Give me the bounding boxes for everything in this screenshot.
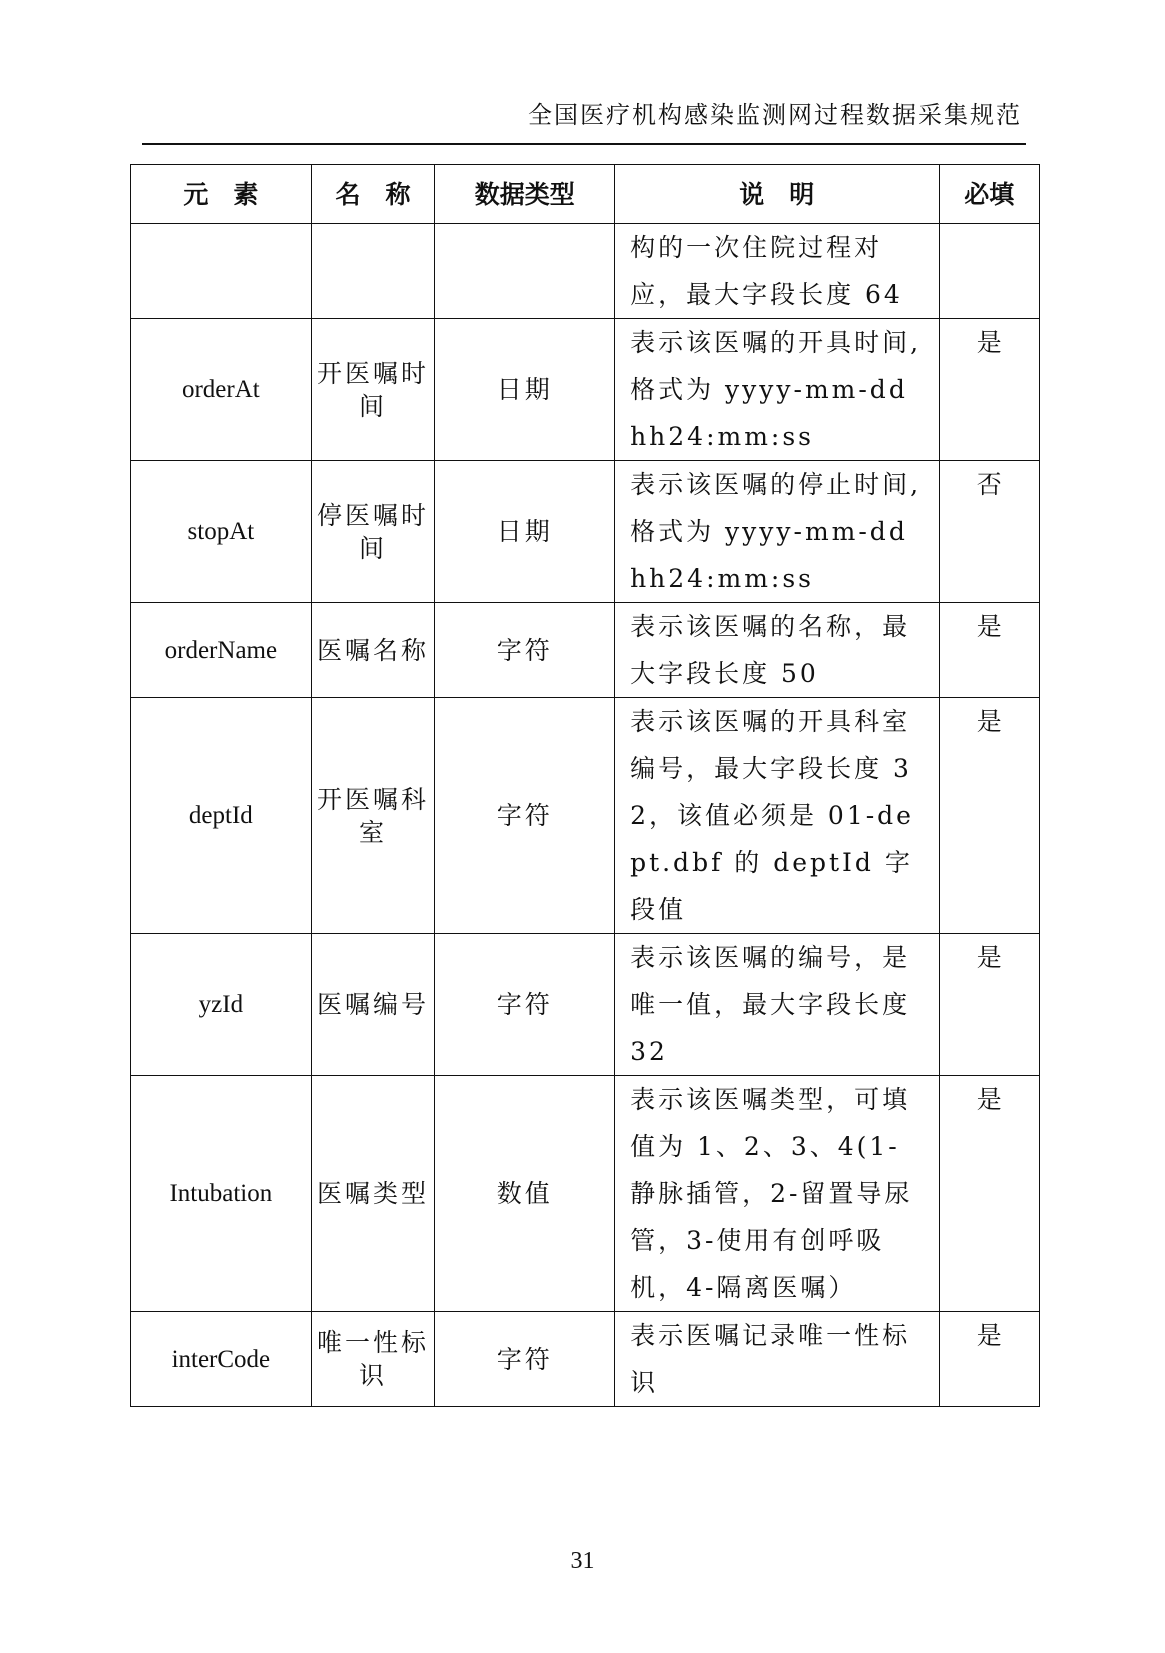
header-divider [142, 143, 1026, 145]
cell-element: interCode [131, 1312, 312, 1407]
cell-element: Intubation [131, 1076, 312, 1312]
data-spec-table [130, 164, 1040, 1407]
cell-description: 表示医嘱记录唯一性标识 [615, 1312, 939, 1407]
cell-description: 表示该医嘱的开具时间,格式为 yyyy-mm-dd hh24:mm:ss [615, 319, 939, 461]
page-number: 31 [570, 1548, 595, 1574]
cell-data-type: 数值 [435, 1076, 615, 1312]
table-row [131, 224, 1040, 319]
cell-element: yzId [131, 934, 312, 1076]
cell-required: 是 [939, 603, 1039, 698]
cell-element: orderAt [131, 319, 312, 461]
cell-required: 是 [939, 1076, 1039, 1312]
cell-description: 表示该医嘱的停止时间,格式为 yyyy-mm-dd hh24:mm:ss [615, 461, 939, 603]
column-header-data-type: 数据类型 [435, 165, 615, 224]
cell-name: 医嘱类型 [311, 1076, 435, 1312]
cell-name: 医嘱编号 [311, 934, 435, 1076]
table-row [131, 319, 1040, 461]
cell-description: 表示该医嘱的开具科室编号，最大字段长度 32，该值必须是 01-dept.dbf 的 deptId 字段值 [615, 698, 939, 934]
cell-data-type: 字符 [435, 603, 615, 698]
table-row [131, 461, 1040, 603]
column-header-description: 说 明 [615, 165, 939, 224]
cell-name: 开医嘱时间 [311, 319, 435, 461]
cell-required: 否 [939, 461, 1039, 603]
cell-description: 表示该医嘱类型，可填值为 1、2、3、4(1-静脉插管，2-留置导尿管，3-使用有创呼吸机，4-隔离医嘱） [615, 1076, 939, 1312]
cell-description: 构的一次住院过程对应，最大字段长度 64 [615, 224, 939, 319]
cell-element [131, 224, 312, 319]
column-header-element: 元 素 [131, 165, 312, 224]
table-row [131, 1076, 1040, 1312]
table-header-row [131, 165, 1040, 224]
cell-name: 医嘱名称 [311, 603, 435, 698]
table-row [131, 1312, 1040, 1407]
cell-name [311, 224, 435, 319]
cell-description: 表示该医嘱的编号，是唯一值，最大字段长度 32 [615, 934, 939, 1076]
table-row [131, 698, 1040, 934]
cell-required [939, 224, 1039, 319]
cell-required: 是 [939, 1312, 1039, 1407]
cell-element: orderName [131, 603, 312, 698]
cell-element: deptId [131, 698, 312, 934]
cell-name: 开医嘱科室 [311, 698, 435, 934]
cell-required: 是 [939, 934, 1039, 1076]
cell-name: 停医嘱时间 [311, 461, 435, 603]
cell-data-type: 字符 [435, 934, 615, 1076]
cell-data-type: 日期 [435, 461, 615, 603]
column-header-required: 必填 [939, 165, 1039, 224]
table-row [131, 603, 1040, 698]
table-row [131, 934, 1040, 1076]
cell-data-type: 字符 [435, 698, 615, 934]
cell-data-type: 字符 [435, 1312, 615, 1407]
cell-description: 表示该医嘱的名称，最大字段长度 50 [615, 603, 939, 698]
cell-required: 是 [939, 319, 1039, 461]
document-header-title: 全国医疗机构感染监测网过程数据采集规范 [528, 101, 1022, 129]
column-header-name: 名 称 [311, 165, 435, 224]
cell-data-type: 日期 [435, 319, 615, 461]
cell-data-type [435, 224, 615, 319]
cell-element: stopAt [131, 461, 312, 603]
cell-name: 唯一性标识 [311, 1312, 435, 1407]
cell-required: 是 [939, 698, 1039, 934]
